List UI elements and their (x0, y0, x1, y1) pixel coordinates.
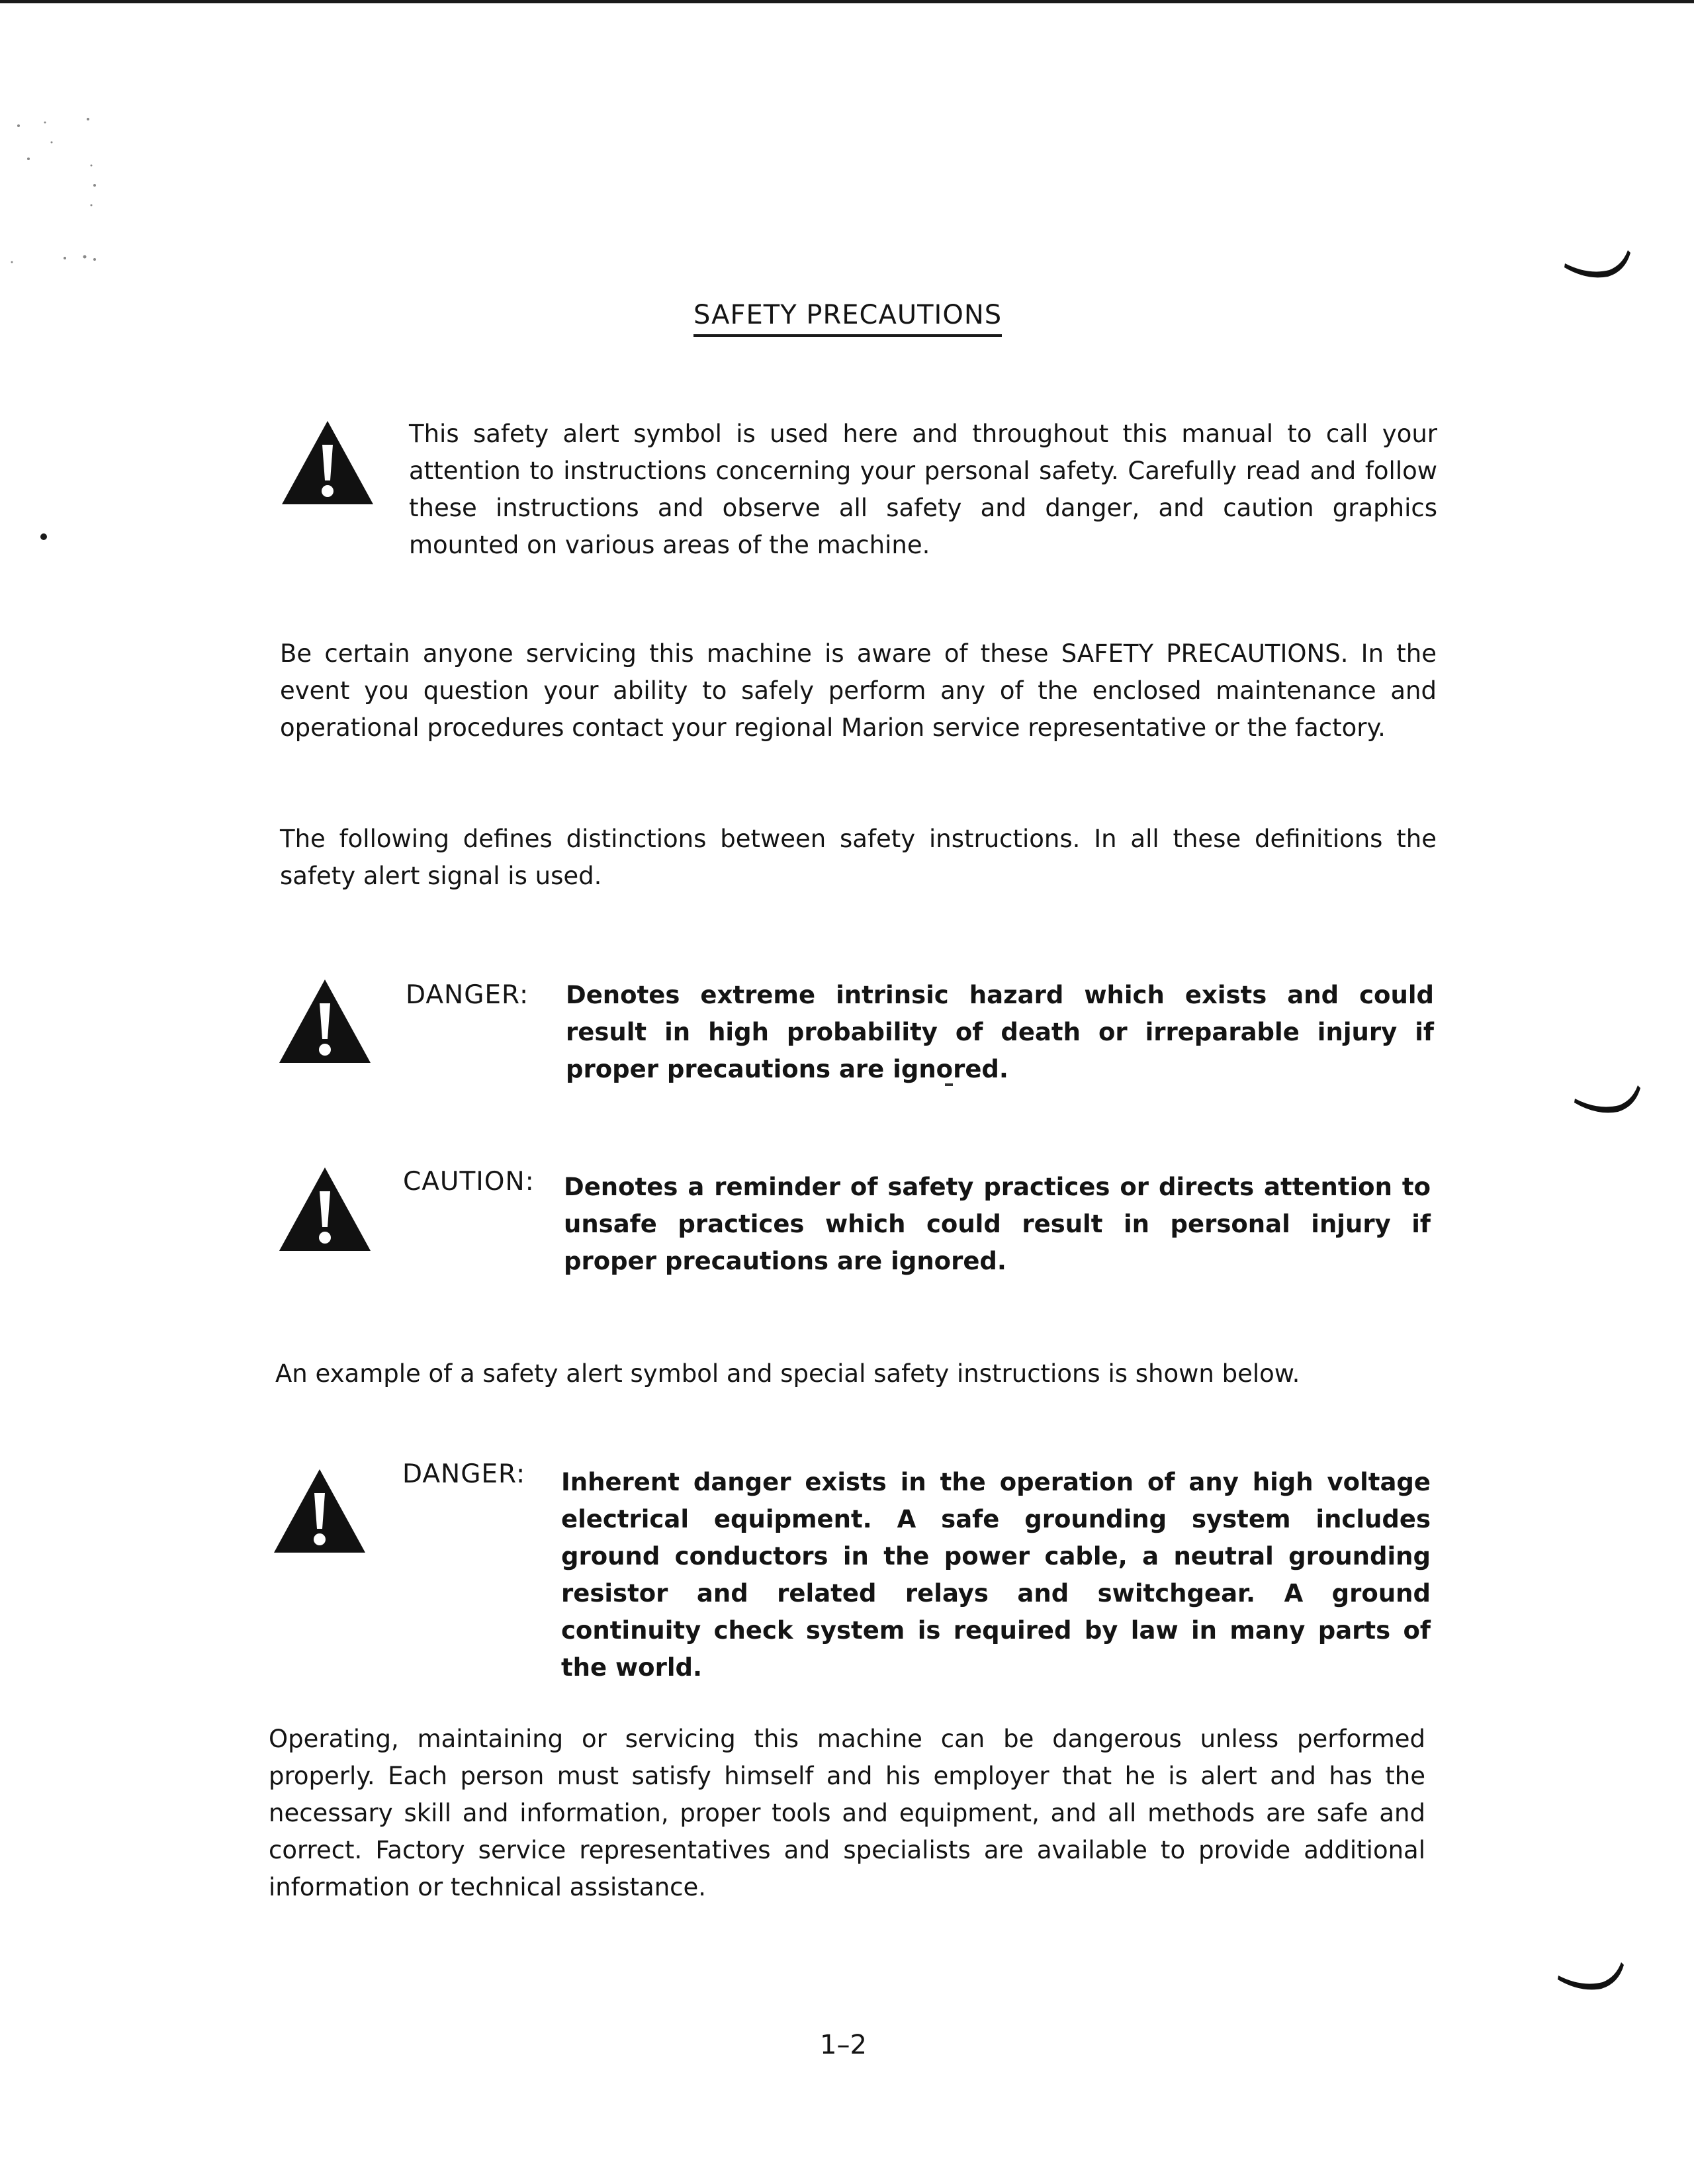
caution-alert-icon (275, 1163, 375, 1256)
stray-mark (40, 533, 47, 540)
scan-speckles (5, 106, 105, 278)
danger-definition: Denotes extreme intrinsic hazard which exists and could result in high probability of death or irreparable injury if proper precautions are ignored. (566, 981, 1434, 1083)
binder-hole-mark (1562, 237, 1634, 283)
example-intro-paragraph: An example of a safety alert symbol and special safety instructions is shown below. (275, 1359, 1300, 1388)
top-scan-edge (0, 0, 1694, 3)
page-title: SAFETY PRECAUTIONS (693, 298, 1002, 337)
awareness-paragraph: Be certain anyone servicing this machine is aware of these SAFETY PRECAUTIONS. In the event you question your ability to safely perform any of the enclosed maintenance and operational procedures contact your regional Marion service representative or the factory. (280, 639, 1437, 742)
danger-label: DANGER: (406, 980, 529, 1010)
page-number: 1–2 (820, 2030, 867, 2060)
caution-definition: Denotes a reminder of safety practices or directs attention to unsafe practices which could result in personal injury if proper precautions are ignored. (564, 1173, 1431, 1275)
caution-label: CAUTION: (403, 1167, 535, 1197)
example-danger-text: Inherent danger exists in the operation of any high voltage electrical equipment. A safe grounding system includes ground conductors in the power cable, a neutral grounding resistor and related relays and switchgear. A ground continuity check system is required by law in many parts of the world. (561, 1468, 1431, 1682)
binder-hole-mark (1572, 1072, 1644, 1118)
binder-hole-mark (1555, 1949, 1628, 1995)
closing-paragraph: Operating, maintaining or servicing this machine can be dangerous unless performed properly. Each person must satisfy himself and his employer that he is alert and has the necessary skill and information, proper tools and equipment, and all methods are safe and correct. Factory service representatives and specialists are available to provide additional information or technical assistance. (269, 1725, 1425, 1901)
example-alert-icon (270, 1465, 369, 1558)
definitions-intro-paragraph: The following defines distinctions between safety instructions. In all these definitions the safety alert signal is used. (280, 825, 1437, 890)
intro-paragraph: This safety alert symbol is used here and throughout this manual to call your attention to instructions concerning your personal safety. Carefully read and follow these instructions and observe all safety and danger, and caution graphics mounted on various areas of the machine. (409, 420, 1437, 559)
safety-alert-icon (278, 417, 377, 510)
danger-alert-icon (275, 976, 375, 1068)
example-danger-label: DANGER: (402, 1459, 526, 1489)
